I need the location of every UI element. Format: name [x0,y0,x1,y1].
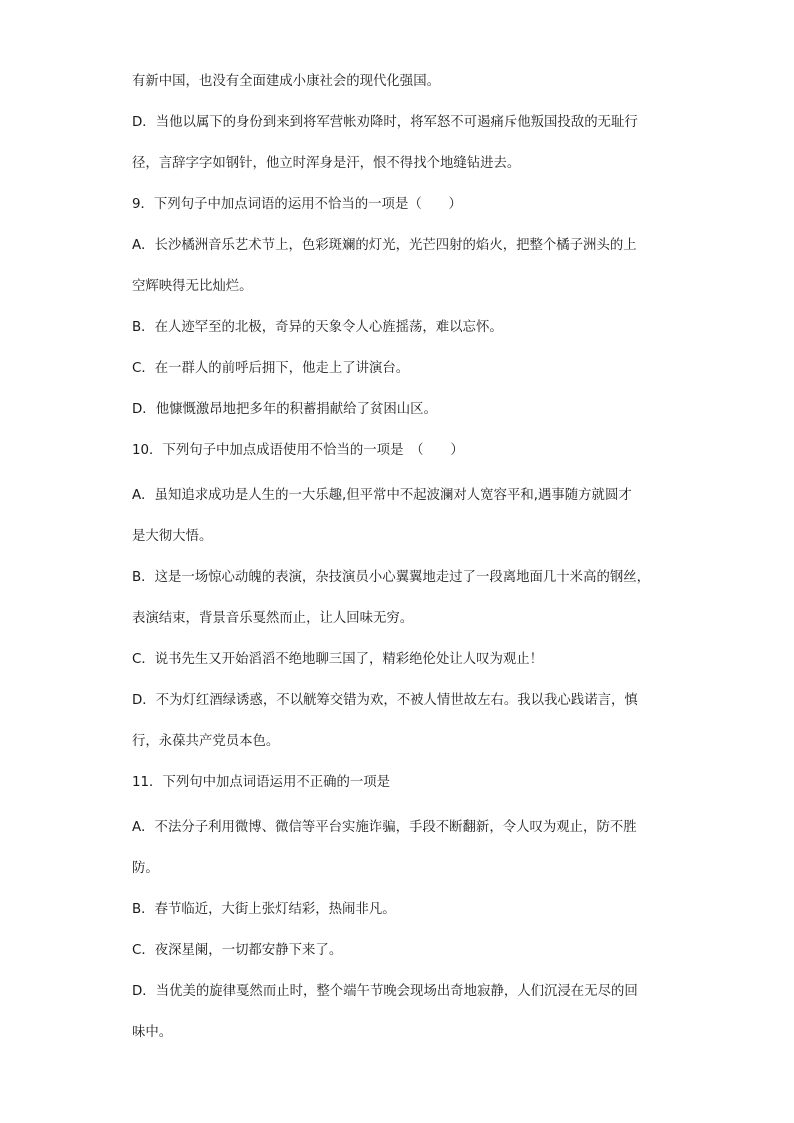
q9-option-a-cont: 空辉映得无比灿烂。 [132,279,253,294]
q9-option-d: D．他慷慨激昂地把多年的积蓄捐献给了贫困山区。 [132,402,437,417]
text-line-3: 径，言辞字字如钢针，他立时浑身是汗，恨不得找个地缝钻进去。 [132,156,521,171]
q9-option-b: B．在人迹罕至的北极，奇异的天象令人心旌摇荡，难以忘怀。 [132,320,503,335]
q11-option-b: B．春节临近，大街上张灯结彩，热闹非凡。 [132,902,396,917]
q10-option-d-cont: 行，永葆共产党员本色。 [132,734,280,749]
q11-option-c: C．夜深星阑，一切都安静下来了。 [132,943,343,958]
text-line-1: 有新中国，也没有全面建成小康社会的现代化强国。 [132,74,440,89]
q11-option-a-cont: 防。 [132,861,159,876]
q10-option-c: C．说书先生又开始滔滔不绝地聊三国了，精彩绝伦处让人叹为观止！ [132,652,544,667]
q10-option-b: B．这是一场惊心动魄的表演，杂技演员小心翼翼地走过了一段离地面几十米高的钢丝， [132,570,651,585]
q11-option-d-cont: 味中。 [132,1025,173,1040]
q9-option-c: C．在一群人的前呼后拥下，他走上了讲演台。 [132,361,410,376]
question-9: 9．下列句子中加点词语的运用不恰当的一项是（ ） [132,197,462,212]
q9-option-a: A．长沙橘洲音乐艺术节上，色彩斑斓的灯光，光芒四射的焰火，把整个橘子洲头的上 [132,238,637,253]
q11-option-d: D．当优美的旋律戛然而止时，整个端午节晚会现场出奇地寂静，人们沉浸在无尽的回 [132,984,638,999]
q10-option-a: A．虽知追求成功是人生的一大乐趣,但平常中不起波澜对人宽容平和,遇事随方就圆才 [132,488,632,503]
q11-option-a: A．不法分子利用微博、微信等平台实施诈骗，手段不断翻新，令人叹为观止，防不胜 [132,820,637,835]
q10-option-b-cont: 表演结束，背景音乐戛然而止，让人回味无穷。 [132,611,414,626]
question-11: 11．下列句中加点词语运用不正确的一项是 [132,775,391,790]
text-line-2: D．当他以属下的身份到来到将军营帐劝降时，将军怒不可遏痛斥他叛国投敌的无耻行 [132,115,638,130]
q10-option-d: D．不为灯红酒绿诱惑，不以觥筹交错为欢，不被人情世故左右。我以我心践诺言，慎 [132,693,638,708]
q10-option-a-cont: 是大彻大悟。 [132,529,213,544]
question-10: 10．下列句子中加点成语使用不恰当的一项是 （ ） [132,443,464,458]
